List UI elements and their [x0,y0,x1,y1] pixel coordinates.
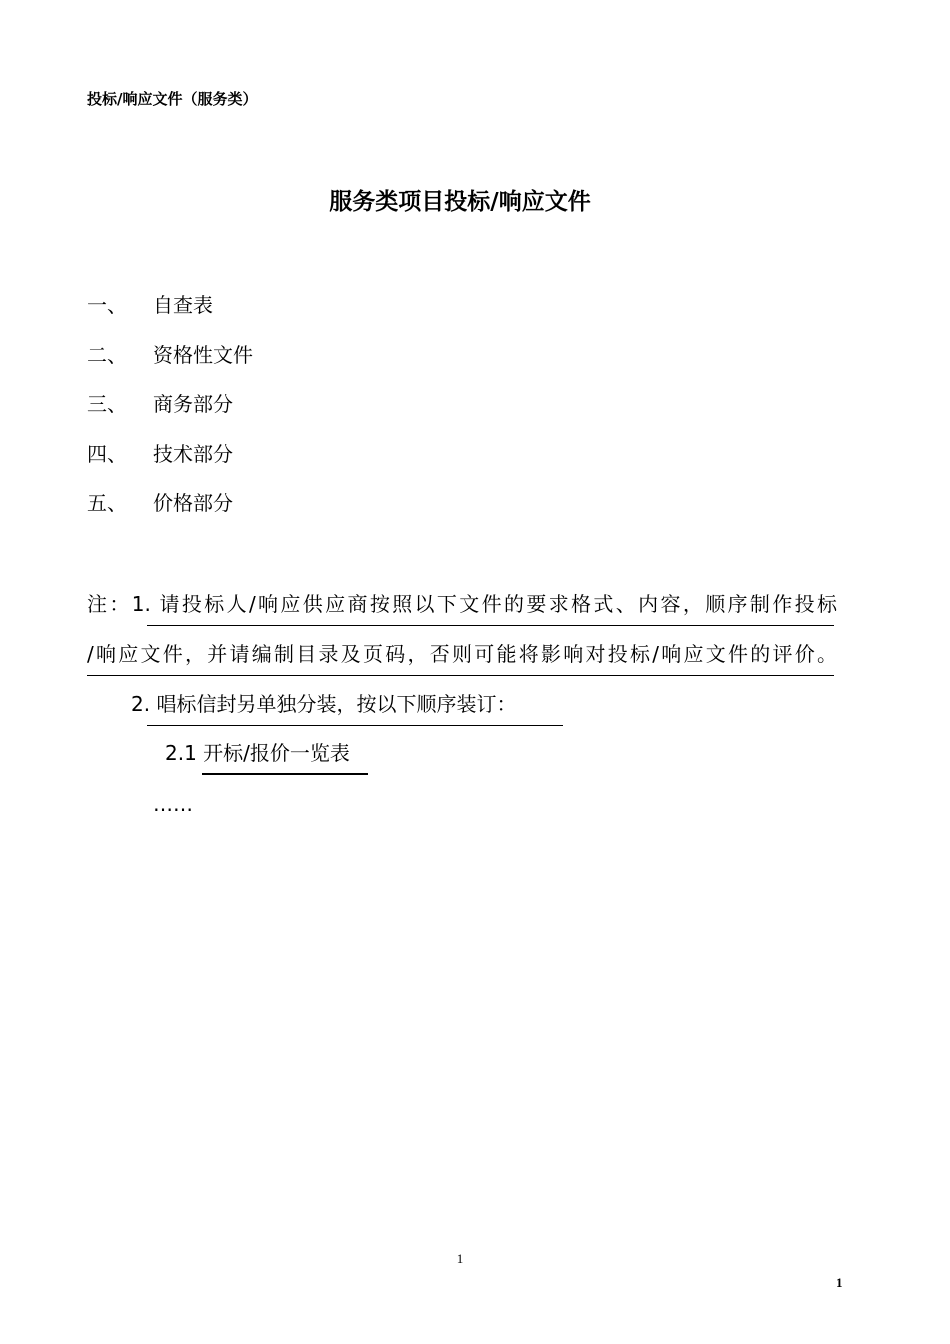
toc-item-number: 三、 [87,392,127,417]
toc-item-label: 资格性文件 [153,342,253,367]
note-line-2: /响应文件，并请编制目录及页码，否则可能将影响对投标/响应文件的评价。 [87,642,837,666]
toc-item [87,389,253,439]
note-underline [147,625,834,626]
corner-page-number: 1 [836,1275,843,1290]
note-line-3: 2. 唱标信封另单独分装，按以下顺序装订： [131,692,517,716]
note-underline [202,773,368,775]
note-item-text: 开标/报价一览表 [203,741,350,765]
toc-item-number: 五、 [87,491,127,516]
document-title: 服务类项目投标/响应文件 [329,189,591,215]
toc-item-label: 技术部分 [153,441,233,466]
note-item-number: 2.1 [165,741,197,765]
note-line-4 [165,738,350,768]
toc-item-label: 商务部分 [153,392,233,417]
note-underline [147,725,563,726]
toc-item-label: 自查表 [153,293,213,317]
note-ellipsis: …… [153,792,193,816]
toc-item-label: 价格部分 [153,491,233,516]
toc-item [87,488,253,538]
table-of-contents [87,290,253,538]
toc-item-number: 二、 [87,342,127,367]
toc-item [87,340,253,390]
header-label: 投标/响应文件（服务类） [87,90,258,108]
footer-page-number: 1 [456,1251,464,1266]
toc-item-number: 四、 [87,441,127,466]
note-line-1: 注：1. 请投标人/响应供应商按照以下文件的要求格式、内容，顺序制作投标 [87,592,837,616]
note-underline [87,675,834,676]
toc-item [87,439,253,489]
toc-item-number: 一、 [87,293,127,317]
toc-item [87,290,253,340]
